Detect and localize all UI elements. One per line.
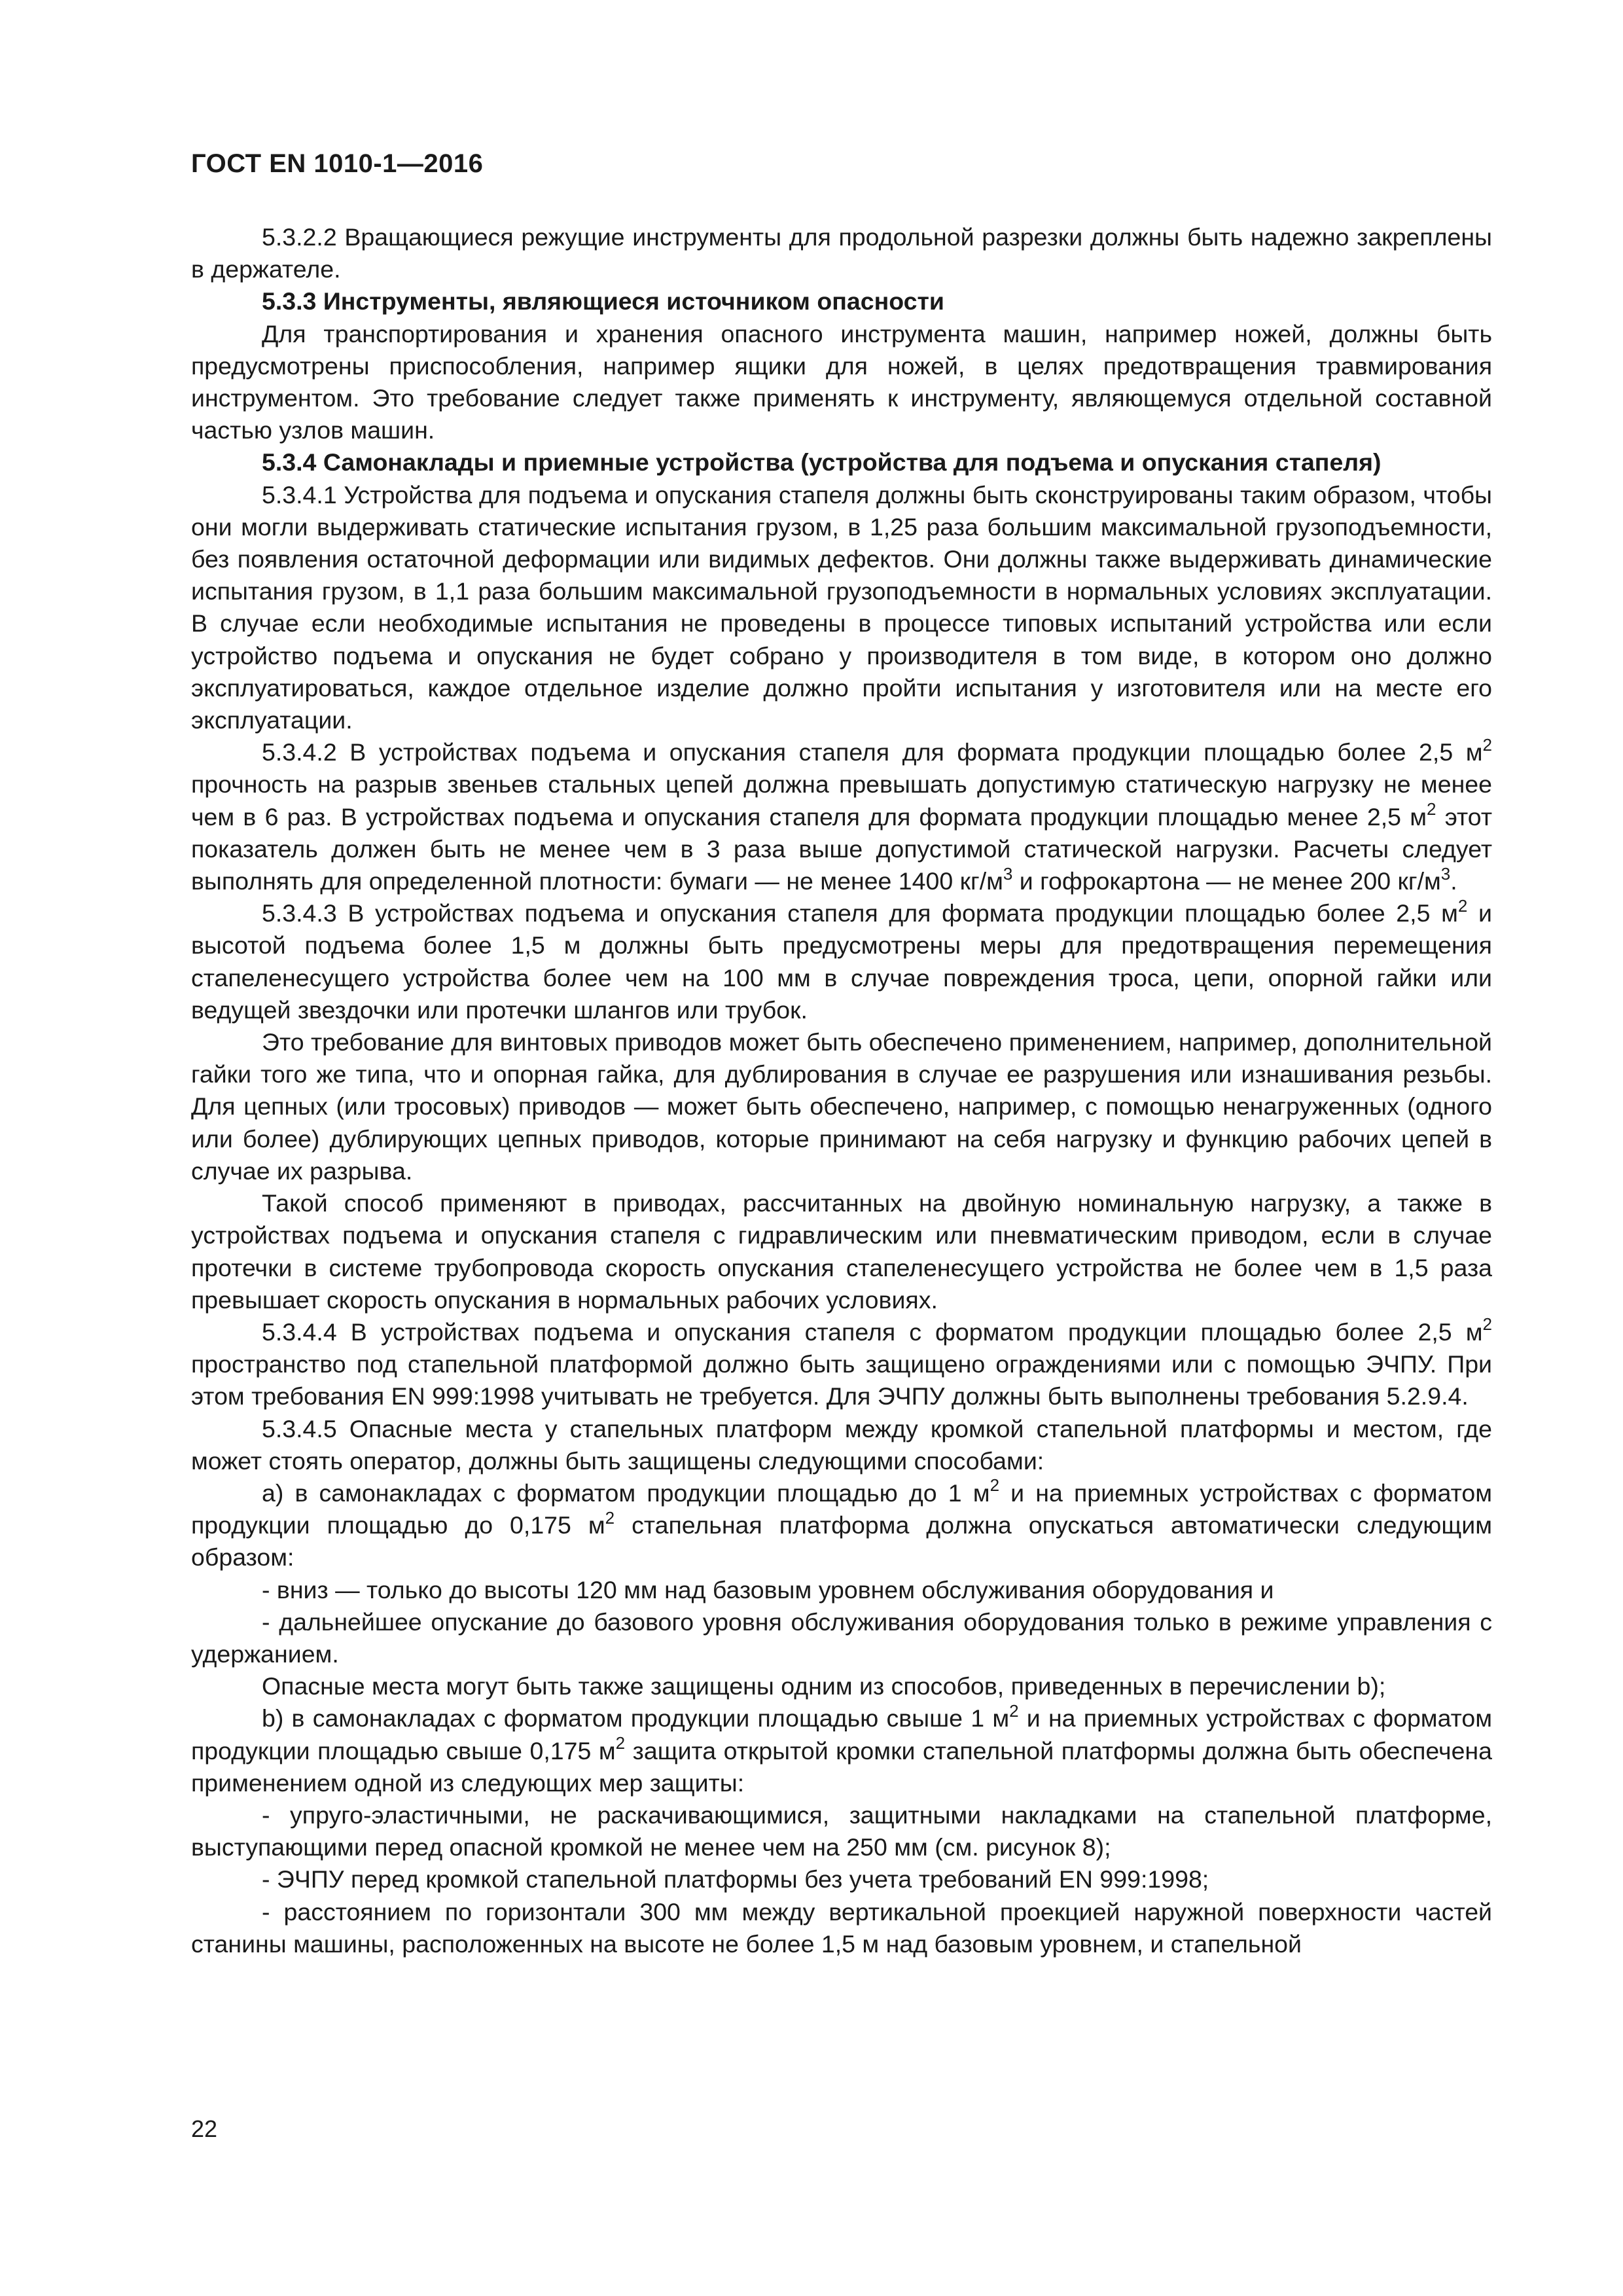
list-item-dash-further: - дальнейшее опускание до базового уровня обслуживания оборудования только в режиме управления с удержанием. (191, 1607, 1492, 1668)
text-run: и на приемных устройствах с форматом продукции площадью свыше 0,175 м (191, 1704, 1492, 1765)
paragraph-5-3-4-1: 5.3.4.1 Устройства для подъема и опускания стапеля должны быть сконструированы таким образом, чтобы они могли выдерживать статические испытания грузом, в 1,25 раза большим максимальной грузоподъемности, без появления остаточной деформации или видимых дефектов. Они должны также выдерживать динамические испытания грузом, в 1,1 раза большим максимальной грузоподъемности в нормальных условиях эксплуатации. В случае если необходимые испытания не проведены в процессе типовых испытаний устройства или если устройство подъема и опускания не будет собрано у производителя в том виде, в котором оно должно эксплуатироваться, каждое отдельное изделие должно пройти испытания у изготовителя или на месте его эксплуатации. (191, 480, 1492, 734)
text-run: пространство под стапельной платформой должно быть защищено ограждениями или с помощью ЭЧПУ. При этом требования EN 999:1998 учитывать не требуется. Для ЭЧПУ должны быть выполнены требования 5.2.9.4. (191, 1350, 1492, 1410)
superscript: 2 (1457, 895, 1468, 916)
text-run: b) в самонакладах с форматом продукции площадью свыше 1 м (262, 1704, 1010, 1732)
superscript: 2 (1482, 734, 1492, 755)
document-header: ГОСТ EN 1010-1—2016 (191, 149, 484, 178)
text-run: 5.3.4.3 В устройствах подъема и опускания стапеля для формата продукции площадью более 2,5 м (262, 899, 1458, 927)
paragraph-5-3-4-4 (191, 1316, 1492, 1413)
superscript: 2 (605, 1507, 615, 1528)
superscript: 2 (990, 1475, 1000, 1496)
text-run: стапельная платформа должна опускаться автоматически следующим образом: (191, 1511, 1492, 1571)
list-item-dash-echpu: - ЭЧПУ перед кромкой стапельной платформы без учета требований EN 999:1998; (262, 1865, 1209, 1893)
text-run: и высотой подъема более 1,5 м должны быть предусмотрены меры для предотвращения перемещения стапеленесущего устройства более чем на 100 мм в случае повреждения троса, цепи, опорной гайки или ведущей звездочки или протечки шлангов или трубок. (191, 899, 1493, 1024)
paragraph-screw-drives: Это требование для винтовых приводов может быть обеспечено применением, например, дополнительной гайки того же типа, что и опорная гайка, для дублирования в случае ее разрушения или изнашивания резьбы. Для цепных (или тросовых) приводов — может быть обеспечено, например, с помощью ненагруженных (одного или более) дублирующих цепных приводов, которые принимают на себя нагрузку и функцию рабочих цепей в случае их разрыва. (191, 1028, 1492, 1185)
text-run: 5.3.4.2 В устройствах подъема и опускания стапеля для формата продукции площадью более 2,5 м (262, 738, 1483, 766)
text-run: и на приемных устройствах с форматом продукции площадью до 0,175 м (191, 1479, 1492, 1539)
superscript: 2 (1427, 799, 1436, 819)
superscript: 3 (1003, 863, 1013, 884)
text-run: . (1450, 867, 1457, 895)
text-run: прочность на разрыв звеньев стальных цепей должна превышать допустимую статическую нагрузку не менее чем в 6 раз. В устройствах подъема и опускания стапеля для формата продукции площадью менее 2,5 м (191, 770, 1492, 831)
list-item-dash-pads: - упруго-эластичными, не раскачивающимися, защитными накладками на стапельной платформе, выступающими перед опасной кромкой не менее чем на 250 мм (см. рисунок 8); (191, 1801, 1492, 1861)
page-number: 22 (191, 2115, 218, 2142)
paragraph-hazard-note: Опасные места могут быть также защищены одним из способов, приведенных в перечислении b); (262, 1672, 1386, 1700)
paragraph-5-3-4-5: 5.3.4.5 Опасные места у стапельных платформ между кромкой стапельной платформы и местом, где может стоять оператор, должны быть защищены следующими способами: (191, 1414, 1492, 1475)
superscript: 2 (615, 1733, 626, 1753)
text-run: защита открытой кромки стапельной платформы должна быть обеспечена применением одной из следующих мер защиты: (191, 1736, 1492, 1797)
section-heading-5-3-4: 5.3.4 Самонаклады и приемные устройства (устройства для подъема и опускания стапеля) (262, 448, 1382, 476)
list-item-b (191, 1702, 1492, 1799)
paragraph-hydraulic-drives: Такой способ применяют в приводах, рассчитанных на двойную номинальную нагрузку, а также в устройствах подъема и опускания стапеля с гидравлическим или пневматическим приводом, если в случае протечки в системе трубопровода скорость опускания стапеленесущего устройства не более чем в 1,5 раза превышает скорость опускания в нормальных рабочих условиях. (191, 1189, 1492, 1314)
superscript: 2 (1009, 1700, 1019, 1721)
superscript: 3 (1440, 863, 1451, 884)
superscript: 2 (1482, 1314, 1492, 1335)
paragraph-5-3-2-2: 5.3.2.2 Вращающиеся режущие инструменты для продольной разрезки должны быть надежно закреплены в держателе. (191, 223, 1492, 283)
list-item-a (191, 1477, 1492, 1574)
text-run: этот показатель должен быть не менее чем в 3 раза выше допустимой статической нагрузки. Расчеты следует выполнять для определенной плотности: бумаги — не менее 1400 кг/м (191, 802, 1492, 895)
text-run: 5.3.4.4 В устройствах подъема и опускания стапеля с форматом продукции площадью более 2,5 м (262, 1318, 1483, 1346)
document-body (191, 221, 1492, 1960)
paragraph-5-3-4-2 (191, 736, 1492, 897)
text-run: а) в самонакладах с форматом продукции площадью до 1 м (262, 1479, 990, 1507)
text-run: и гофрокартона — не менее 200 кг/м (1012, 867, 1441, 895)
paragraph-tool-storage: Для транспортирования и хранения опасного инструмента машин, например ножей, должны быть предусмотрены приспособления, например ящики для ножей, в целях предотвращения травмирования инструментом. Это требование следует также применять к инструменту, являющемуся отдельной составной частью узлов машин. (191, 319, 1492, 444)
list-item-dash-down: - вниз — только до высоты 120 мм над базовым уровнем обслуживания оборудования и (262, 1575, 1274, 1604)
paragraph-5-3-4-3 (191, 897, 1492, 1026)
list-item-dash-distance: - расстоянием по горизонтали 300 мм между вертикальной проекцией наружной поверхности частей станины машины, расположенных на высоте не более 1,5 м над базовым уровнем, и стапельной (191, 1897, 1492, 1958)
section-heading-5-3-3: 5.3.3 Инструменты, являющиеся источником опасности (262, 287, 944, 315)
